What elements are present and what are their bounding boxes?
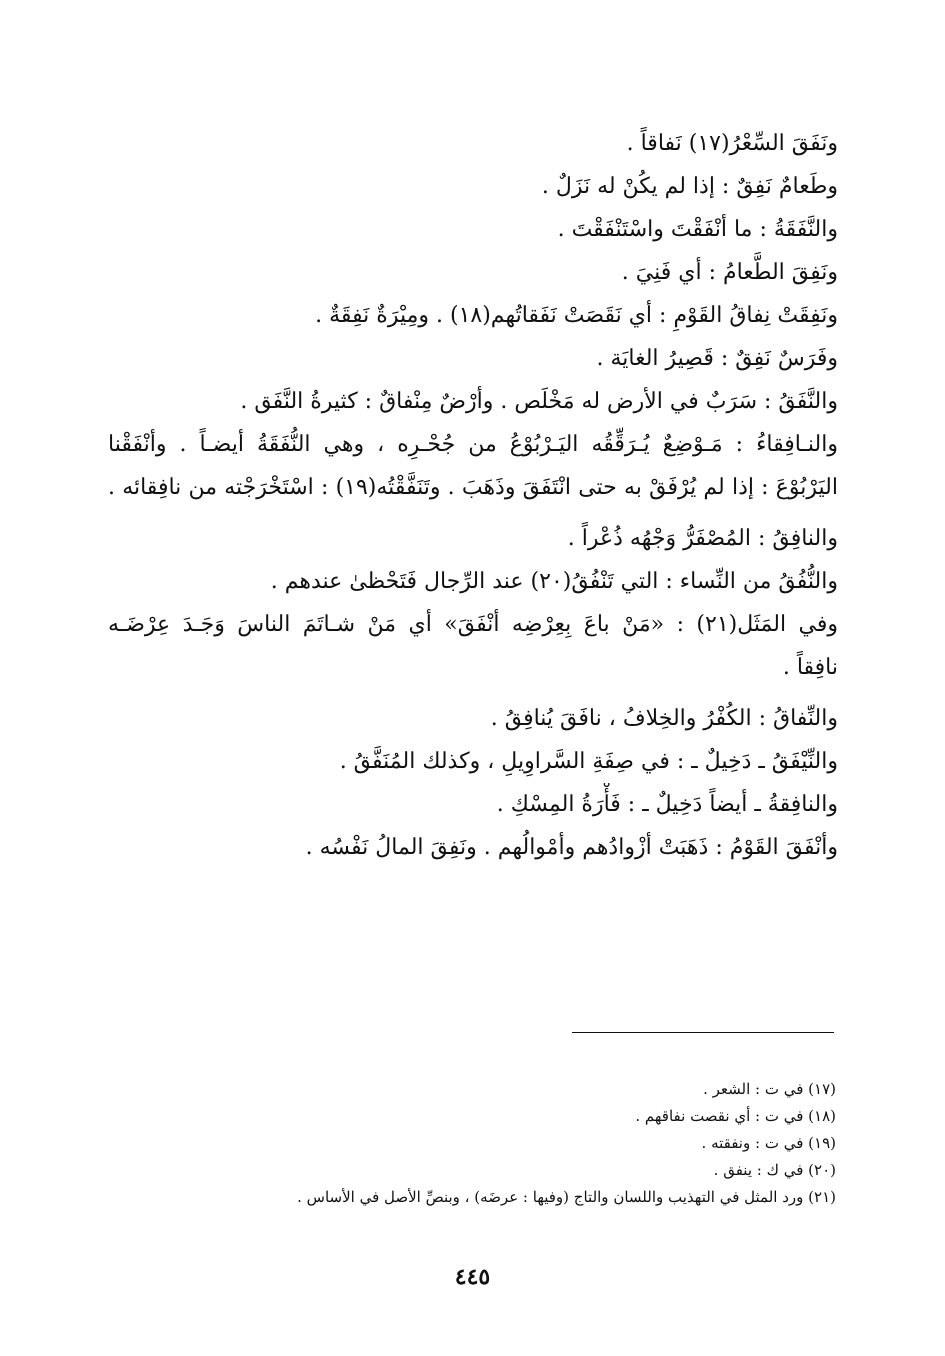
text-line: والنافِقةُ ـ أيضاً دَخِيلٌ ـ : فَأْرَةُ المِسْكِ .	[496, 792, 838, 817]
paragraph-gap	[108, 689, 838, 697]
text-line: وطَعامٌ نَفِقٌ : إذا لم يكُنْ له نَزَلٌ .	[541, 174, 838, 199]
text-line: ونَفِقَ الطَّعامُ : أي فَنِيَ .	[621, 260, 838, 285]
text-line: اليَرْبُوْعَ : إذا لم يُرْفَقْ به حتى انْتَفَقَ وذَهَبَ . وتَنَفَّقْتُه(١٩) : اسْتَخْرَجْته من نافِقائه .	[108, 475, 838, 500]
footnote: (٢١) ورد المثل في التهذيب واللسان والتاج (وفيها : عرضَه) ، وبنصِّ الأصل في الأساس .	[297, 1188, 836, 1206]
text-line: والنِّفاقُ : الكُفْرُ والخِلافُ ، نافَقَ يُنافِقُ .	[490, 706, 838, 731]
page-number: ٤٤٥	[454, 1264, 491, 1290]
footnote: (١٩) في ت : ونفقته .	[701, 1134, 836, 1152]
text-line: وفي المَثَل(٢١) : «مَنْ باعَ بِعِرْضِه أنْفَقَ» أي مَنْ شـاتَمَ الناسَ وَجَـدَ عِرْضَـه	[108, 612, 838, 637]
paragraph-gap	[108, 509, 838, 517]
footnote: (٢٠) في ك : ينفق .	[713, 1161, 836, 1179]
main-text-body	[108, 122, 838, 869]
text-line: والنـافِقاءُ : مَـوْضِعٌ يُـرَقِّقُه اليَـرْبُوْعُ من جُحْـرِه ، وهي النُّفَقَةُ أيضـاً . وأنْفَقْنا	[108, 432, 838, 457]
footnote-divider	[572, 1032, 834, 1033]
text-line: والنافِقُ : المُصْفَرُّ وَجْهُه ذُعْراً .	[567, 526, 838, 551]
text-line: ونَفَقَ السِّعْرُ(١٧) نَفاقاً .	[626, 131, 838, 156]
text-line: والنُّفُقُ من النِّساء : التي تَنْفُقُ(٢٠) عند الرِّجال فَتَحْظىٰ عندهم .	[270, 569, 838, 594]
text-line: وأنْفَقَ القَوْمُ : ذَهَبَتْ أزْوادُهم وأمْوالُهم . ونَفِقَ المالُ نَفْسُه .	[305, 835, 838, 860]
text-line: ونَفِقَتْ نِفاقُ القَوْمِ : أي نَقَصَتْ نَفَقاتُهم(١٨) . ومِيْرَةٌ نَفِقَةٌ .	[315, 303, 838, 328]
text-line: وفَرَسٌ نَفِقٌ : قَصِيرُ الغايَة .	[596, 346, 838, 371]
text-line: والنِّيْفَقُ ـ دَخِيلٌ ـ : في صِفَةِ السَّراوِيلِ ، وكذلك المُنَفَّقُ .	[339, 749, 838, 774]
footnote: (١٨) في ت : أي نقصت نفاقهم .	[635, 1107, 836, 1125]
footnotes-section	[150, 1076, 836, 1211]
text-line: والنَّفَقُ : سَرَبٌ في الأرض له مَخْلَص . وأرْضٌ مِنْفاقٌ : كثيرةُ النَّفَق .	[240, 389, 838, 414]
text-line: والنَّفَقَةُ : ما أنْفَقْتَ واسْتَنْفَقْتَ .	[557, 217, 838, 242]
text-line: نافِقاً .	[782, 655, 838, 680]
footnote: (١٧) في ت : الشعر .	[703, 1080, 836, 1098]
